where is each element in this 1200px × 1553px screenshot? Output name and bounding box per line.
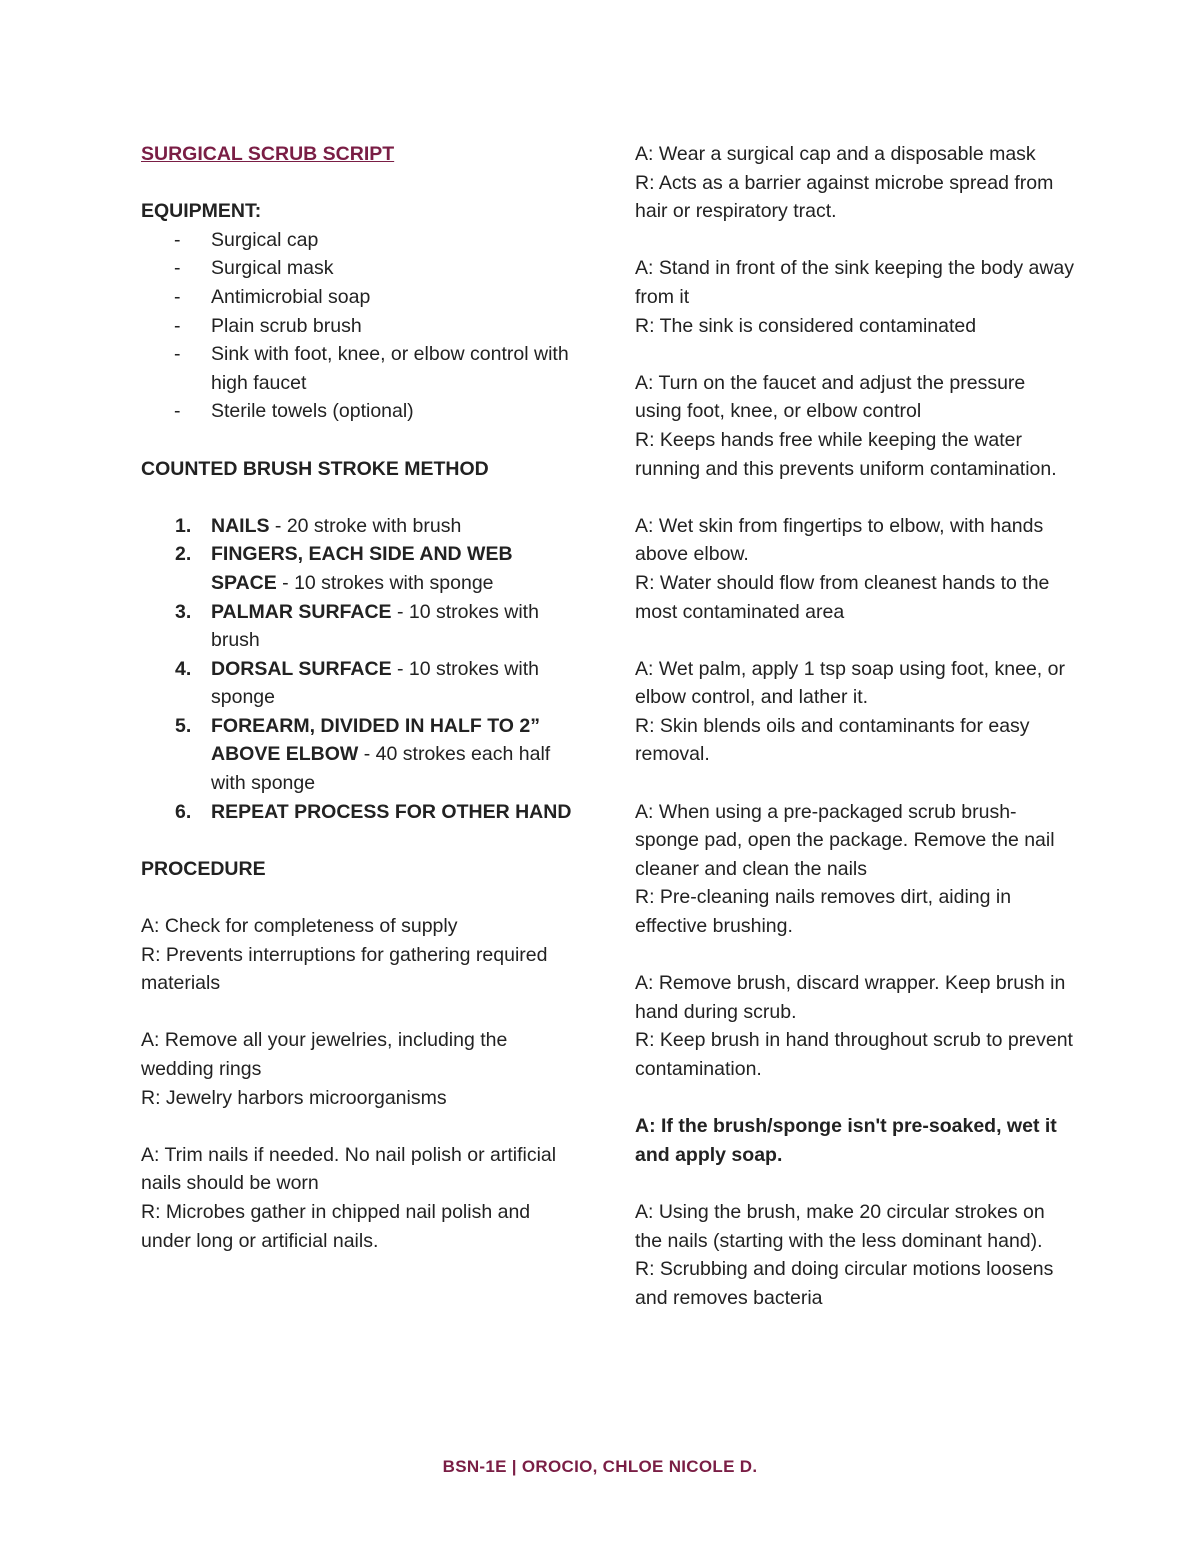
rationale-text: R: Acts as a barrier against microbe spread from hair or respiratory tract. (635, 171, 1054, 223)
dash-bullet: - (174, 343, 181, 366)
rationale-text: R: Keeps hands free while keeping the water running and this prevents uniform contamination. (635, 428, 1057, 480)
action-text: A: When using a pre-packaged scrub brush-sponge pad, open the package. Remove the nail cleaner and clean the nails (635, 800, 1055, 880)
equipment-list (141, 226, 581, 426)
rationale-text: R: Keep brush in hand throughout scrub to prevent contamination. (635, 1029, 1073, 1080)
procedure-heading: PROCEDURE (141, 857, 266, 880)
method-heading: COUNTED BRUSH STROKE METHOD (141, 457, 489, 480)
equipment-item: - Sink with foot, knee, or elbow control with high faucet (141, 340, 581, 397)
method-steps (141, 512, 581, 827)
equipment-item: - Surgical cap (141, 226, 581, 255)
rationale-text: R: Skin blends oils and contaminants for easy removal. (635, 714, 1030, 766)
procedure-step (635, 969, 1075, 1083)
procedure-step (635, 1112, 1075, 1169)
rationale-text: R: Microbes gather in chipped nail polish and under long or artificial nails. (141, 1200, 531, 1252)
method-step: 1. NAILS - 20 stroke with brush (175, 514, 462, 537)
document-title: SURGICAL SCRUB SCRIPT (141, 143, 395, 165)
procedure-step (141, 1026, 581, 1112)
procedure-step (635, 798, 1075, 941)
action-text: A: Trim nails if needed. No nail polish or artificial nails should be worn (141, 1143, 557, 1195)
method-step: 5. FOREARM, DIVIDED IN HALF TO 2” ABOVE ELBOW - 40 strokes each half with sponge (175, 714, 551, 795)
equipment-heading: EQUIPMENT: (141, 200, 262, 223)
method-step: 4. DORSAL SURFACE - 10 strokes with sponge (175, 657, 539, 709)
dash-bullet: - (174, 400, 181, 423)
action-text: A: Remove all your jewelries, including the wedding rings (141, 1029, 508, 1080)
rationale-text: R: Scrubbing and doing circular motions loosens and removes bacteria (635, 1258, 1054, 1309)
page-footer: BSN-1E | OROCIO, CHLOE NICOLE D. (442, 1457, 758, 1476)
equipment-item: - Antimicrobial soap (141, 283, 581, 312)
rationale-text: R: The sink is considered contaminated (635, 314, 977, 337)
action-text: A: Remove brush, discard wrapper. Keep brush in hand during scrub. (635, 972, 1066, 1023)
action-text: A: Turn on the faucet and adjust the pressure using foot, knee, or elbow control (635, 371, 1026, 423)
procedure-step (635, 369, 1075, 483)
rationale-text: R: Water should flow from cleanest hands to the most contaminated area (635, 571, 1050, 623)
method-step: 6. REPEAT PROCESS FOR OTHER HAND (175, 800, 572, 823)
procedure-step (635, 655, 1075, 769)
dash-bullet: - (174, 285, 181, 308)
equipment-item: - Surgical mask (141, 254, 581, 283)
procedure-step (141, 1141, 581, 1255)
equipment-item: - Sterile towels (optional) (141, 397, 581, 426)
dash-bullet: - (174, 257, 181, 280)
method-step: 2. FINGERS, EACH SIDE AND WEB SPACE - 10 strokes with sponge (175, 543, 513, 594)
rationale-text: R: Pre-cleaning nails removes dirt, aiding in effective brushing. (635, 886, 1012, 938)
action-text: A: Wear a surgical cap and a disposable mask (635, 143, 1036, 165)
dash-bullet: - (174, 314, 181, 337)
equipment-item: - Plain scrub brush (141, 312, 581, 341)
left-column (141, 140, 581, 1284)
action-text: A: Stand in front of the sink keeping the body away from it (635, 257, 1075, 308)
action-text: A: Using the brush, make 20 circular strokes on the nails (starting with the less dominant hand). (635, 1200, 1045, 1252)
method-step: 3. PALMAR SURFACE - 10 strokes with brush (175, 600, 539, 652)
action-text: A: Check for completeness of supply (141, 915, 458, 938)
action-text: A: Wet palm, apply 1 tsp soap using foot, knee, or elbow control, and lather it. (635, 657, 1065, 709)
rationale-text: R: Prevents interruptions for gathering required materials (141, 943, 548, 995)
action-text: A: Wet skin from fingertips to elbow, with hands above elbow. (635, 514, 1044, 566)
dash-bullet: - (174, 228, 181, 251)
procedure-step (635, 140, 1075, 226)
procedure-step (635, 254, 1075, 340)
procedure-step (141, 912, 581, 998)
procedure-step (635, 512, 1075, 626)
rationale-text: R: Jewelry harbors microorganisms (141, 1086, 447, 1109)
procedure-step (635, 1198, 1075, 1312)
action-text: A: If the brush/sponge isn't pre-soaked, wet it and apply soap. (635, 1115, 1057, 1166)
right-column (635, 140, 1075, 1341)
